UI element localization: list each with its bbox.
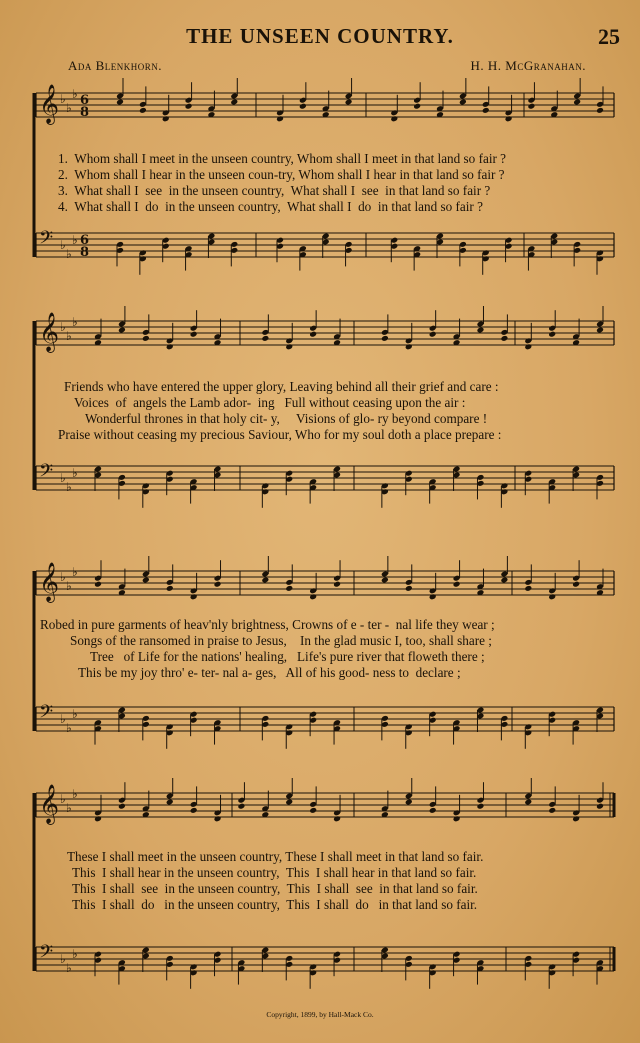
note-head xyxy=(548,807,556,814)
flat-icon: ♭ xyxy=(60,952,66,966)
flat-icon: ♭ xyxy=(72,707,78,721)
note-head xyxy=(166,585,174,592)
lyric-line: 3. What shall I see in the unseen country, What shall I see in that land so fair ? xyxy=(58,183,491,198)
time-signature: 6 xyxy=(80,93,90,108)
lyric-line: Wonderful thrones in that holy cit- y, Visions of glo- ry beyond compare ! xyxy=(85,411,488,426)
note-head xyxy=(524,343,532,350)
flat-icon: ♭ xyxy=(60,320,66,334)
note-head xyxy=(405,799,413,806)
lyric-line: 2. Whom shall I hear in the unseen coun-try, Whom shall I hear in that land so fair ? xyxy=(58,167,505,182)
clef-icon: 𝄞 xyxy=(39,312,60,352)
flat-icon: ♭ xyxy=(72,565,78,579)
note-head xyxy=(390,115,398,122)
note-head xyxy=(190,331,198,338)
note-head xyxy=(230,99,238,106)
note-head xyxy=(333,581,341,588)
lyric-line: This I shall do in the unseen country, This I shall do in that land so fair. xyxy=(72,897,478,912)
note-head xyxy=(261,577,269,584)
lyric-line: Praise without ceasing my precious Saviour, Who for my soul doth a place prepare : xyxy=(58,427,502,442)
note-head xyxy=(528,103,536,110)
lyric-line: 1. Whom shall I meet in the unseen country, Whom shall I meet in that land so fair ? xyxy=(58,151,507,166)
note-head xyxy=(596,327,604,334)
note-head xyxy=(524,799,532,806)
note-head xyxy=(118,327,126,334)
note-head xyxy=(285,343,293,350)
note-head xyxy=(118,803,126,810)
lyric-line: 4. What shall I do in the unseen country, What shall I do in that land so fair ? xyxy=(58,199,483,214)
note-head xyxy=(166,799,174,806)
note-head xyxy=(572,581,580,588)
flat-icon: ♭ xyxy=(66,329,72,343)
note-head xyxy=(477,327,485,334)
clef-icon: 𝄢 xyxy=(39,228,54,253)
clef-icon: 𝄞 xyxy=(39,84,60,124)
note-head xyxy=(548,331,556,338)
note-head xyxy=(166,343,174,350)
lyric-line: Voices of angels the Lamb ador- ing Full without ceasing upon the air : xyxy=(74,395,466,410)
time-signature: 8 xyxy=(80,105,90,120)
flat-icon: ♭ xyxy=(72,466,78,480)
note-head xyxy=(214,581,222,588)
note-head xyxy=(500,577,508,584)
note-head xyxy=(573,99,581,106)
clef-icon: 𝄢 xyxy=(39,702,54,727)
time-signature: 6 xyxy=(80,233,90,248)
note-head xyxy=(500,335,508,342)
lyric-line: This be my joy thro' e- ter- nal a- ges, All of his good- ness to declare ; xyxy=(78,665,461,680)
copyright-notice: Copyright, 1899, by Hall-Mack Co. xyxy=(266,1010,374,1019)
hymn-title: THE UNSEEN COUNTRY. xyxy=(186,24,454,48)
note-head xyxy=(162,115,170,122)
flat-icon: ♭ xyxy=(66,801,72,815)
note-head xyxy=(309,593,317,600)
flat-icon: ♭ xyxy=(60,792,66,806)
note-head xyxy=(214,815,222,822)
flat-icon: ♭ xyxy=(72,315,78,329)
flat-icon: ♭ xyxy=(60,471,66,485)
note-head xyxy=(453,581,461,588)
note-head xyxy=(596,803,604,810)
note-head xyxy=(405,343,413,350)
note-head xyxy=(429,807,437,814)
note-head xyxy=(139,107,147,114)
note-head xyxy=(381,577,389,584)
flat-icon: ♭ xyxy=(66,579,72,593)
flat-icon: ♭ xyxy=(66,961,72,975)
lyric-line: This I shall hear in the unseen country, This I shall hear in that land so fair. xyxy=(72,865,477,880)
flat-icon: ♭ xyxy=(72,787,78,801)
note-head xyxy=(309,807,317,814)
note-head xyxy=(548,593,556,600)
note-head xyxy=(477,803,485,810)
note-head xyxy=(276,115,284,122)
note-head xyxy=(482,107,490,114)
note-head xyxy=(116,99,124,106)
flat-icon: ♭ xyxy=(66,101,72,115)
note-head xyxy=(238,803,246,810)
note-head xyxy=(453,815,461,822)
clef-icon: 𝄢 xyxy=(39,942,54,967)
composer-credit: H. H. McGranahan. xyxy=(470,58,586,73)
note-head xyxy=(459,99,467,106)
flat-icon: ♭ xyxy=(66,721,72,735)
note-head xyxy=(572,815,580,822)
lyricist-credit: Ada Blenkhorn. xyxy=(68,58,163,73)
clef-icon: 𝄞 xyxy=(39,784,60,824)
lyric-line: Robed in pure garments of heav'nly brightness, Crowns of e - ter - nal life they wear ; xyxy=(40,617,495,632)
flat-icon: ♭ xyxy=(72,87,78,101)
time-signature: 8 xyxy=(80,245,90,260)
lyric-line: This I shall see in the unseen country, This I shall see in that land so fair. xyxy=(72,881,478,896)
lyric-line: Songs of the ransomed in praise to Jesus, In the glad music I, too, shall share ; xyxy=(70,633,492,648)
note-head xyxy=(345,99,353,106)
lyric-line: Friends who have entered the upper glory, Leaving behind all their grief and care : xyxy=(64,379,499,394)
note-head xyxy=(285,585,293,592)
flat-icon: ♭ xyxy=(66,480,72,494)
lyric-line: These I shall meet in the unseen country, These I shall meet in that land so fair. xyxy=(67,849,484,864)
note-head xyxy=(261,335,269,342)
note-head xyxy=(333,815,341,822)
flat-icon: ♭ xyxy=(60,570,66,584)
note-head xyxy=(381,335,389,342)
clef-icon: 𝄞 xyxy=(39,562,60,602)
note-head xyxy=(142,577,150,584)
flat-icon: ♭ xyxy=(72,947,78,961)
flat-icon: ♭ xyxy=(60,238,66,252)
note-head xyxy=(505,115,513,122)
note-head xyxy=(299,103,307,110)
flat-icon: ♭ xyxy=(60,712,66,726)
note-head xyxy=(429,593,437,600)
note-head xyxy=(94,581,102,588)
note-head xyxy=(190,593,198,600)
note-head xyxy=(285,799,293,806)
note-head xyxy=(185,103,193,110)
note-head xyxy=(524,585,532,592)
note-head xyxy=(94,815,102,822)
note-head xyxy=(596,107,604,114)
flat-icon: ♭ xyxy=(66,247,72,261)
note-head xyxy=(190,807,198,814)
flat-icon: ♭ xyxy=(60,92,66,106)
note-head xyxy=(142,335,150,342)
clef-icon: 𝄢 xyxy=(39,461,54,486)
flat-icon: ♭ xyxy=(72,233,78,247)
note-head xyxy=(405,585,413,592)
note-head xyxy=(309,331,317,338)
note-head xyxy=(429,331,437,338)
note-head xyxy=(413,103,421,110)
page-number: 25 xyxy=(598,24,620,49)
lyric-line: Tree of Life for the nations' healing, Life's pure river that floweth there ; xyxy=(90,649,485,664)
